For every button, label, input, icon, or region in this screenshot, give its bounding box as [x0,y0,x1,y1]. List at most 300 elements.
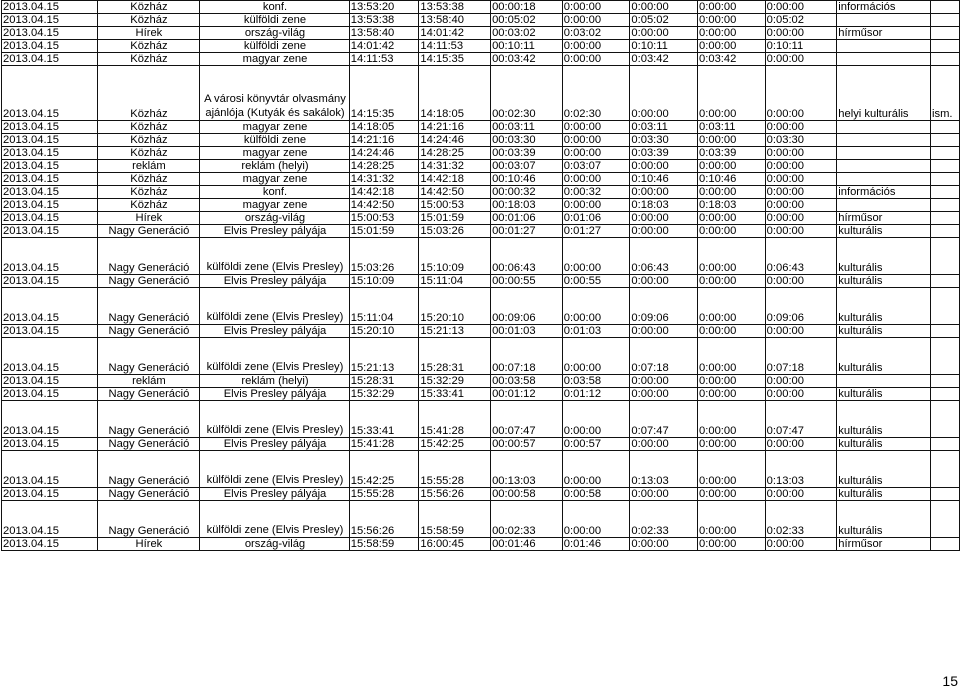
cell-duration: 00:01:27 [491,225,563,238]
cell-spoken-time: 0:00:00 [562,199,630,212]
cell-category: kulturális [837,388,931,401]
cell-program: Nagy Generáció [97,401,200,438]
cell-program: Nagy Generáció [97,451,200,488]
cell-music-time: 0:00:00 [630,160,698,173]
cell-duration: 00:02:30 [491,66,563,121]
cell-note [931,160,960,173]
cell-note [931,173,960,186]
cell-music-time: 0:00:00 [630,225,698,238]
cell-date: 2013.04.15 [2,40,98,53]
cell-date: 2013.04.15 [2,225,98,238]
table-row [2,438,960,451]
cell-hungarian-music-time: 0:03:11 [698,121,766,134]
cell-music-time: 0:10:11 [630,40,698,53]
cell-note [931,288,960,325]
cell-music-time: 0:06:43 [630,238,698,275]
cell-hungarian-music-time: 0:00:00 [698,451,766,488]
cell-end-time: 14:42:18 [419,173,491,186]
cell-note [931,275,960,288]
cell-category: információs [837,1,931,14]
cell-hungarian-music-time: 0:00:00 [698,66,766,121]
cell-program: Nagy Generáció [97,225,200,238]
cell-end-time: 14:11:53 [419,40,491,53]
cell-end-time: 14:24:46 [419,134,491,147]
cell-music-time: 0:00:00 [630,375,698,388]
cell-start-time: 15:00:53 [349,212,419,225]
cell-foreign-music-time: 0:00:00 [765,225,837,238]
table-row [2,325,960,338]
cell-content: ország-világ [200,538,349,551]
cell-content: konf. [200,186,349,199]
cell-hungarian-music-time: 0:00:00 [698,325,766,338]
cell-start-time: 14:28:25 [349,160,419,173]
cell-date: 2013.04.15 [2,501,98,538]
table-row [2,538,960,551]
cell-program: Nagy Generáció [97,388,200,401]
cell-start-time: 15:55:28 [349,488,419,501]
table-row [2,14,960,27]
cell-category: kulturális [837,275,931,288]
cell-start-time: 14:15:35 [349,66,419,121]
cell-content: Elvis Presley pályája [200,225,349,238]
cell-music-time: 0:00:00 [630,27,698,40]
cell-content: konf. [200,1,349,14]
cell-note [931,53,960,66]
cell-category: kulturális [837,488,931,501]
table-row [2,388,960,401]
cell-content: magyar zene [200,147,349,160]
cell-duration: 00:00:32 [491,186,563,199]
cell-date: 2013.04.15 [2,147,98,160]
cell-music-time: 0:02:33 [630,501,698,538]
cell-spoken-time: 0:00:58 [562,488,630,501]
cell-content: ország-világ [200,212,349,225]
cell-content: külföldi zene [200,40,349,53]
cell-note [931,451,960,488]
cell-content: reklám (helyi) [200,160,349,173]
table-row [2,275,960,288]
cell-category [837,121,931,134]
cell-foreign-music-time: 0:09:06 [765,288,837,325]
cell-duration: 00:00:18 [491,1,563,14]
cell-date: 2013.04.15 [2,199,98,212]
cell-category [837,40,931,53]
cell-spoken-time: 0:03:02 [562,27,630,40]
cell-category: kulturális [837,225,931,238]
cell-duration: 00:10:46 [491,173,563,186]
cell-duration: 00:07:18 [491,338,563,375]
cell-date: 2013.04.15 [2,451,98,488]
cell-music-time: 0:03:42 [630,53,698,66]
cell-duration: 00:03:30 [491,134,563,147]
cell-date: 2013.04.15 [2,538,98,551]
cell-end-time: 15:03:26 [419,225,491,238]
cell-spoken-time: 0:03:07 [562,160,630,173]
cell-foreign-music-time: 0:00:00 [765,438,837,451]
cell-foreign-music-time: 0:05:02 [765,14,837,27]
cell-content: külföldi zene (Elvis Presley) [200,401,349,438]
cell-program: Közház [97,1,200,14]
cell-duration: 00:01:03 [491,325,563,338]
cell-spoken-time: 0:00:55 [562,275,630,288]
cell-foreign-music-time: 0:00:00 [765,1,837,14]
cell-duration: 00:01:06 [491,212,563,225]
cell-music-time: 0:03:11 [630,121,698,134]
cell-music-time: 0:00:00 [630,538,698,551]
cell-hungarian-music-time: 0:03:39 [698,147,766,160]
cell-spoken-time: 0:00:00 [562,1,630,14]
cell-date: 2013.04.15 [2,66,98,121]
cell-note [931,1,960,14]
cell-start-time: 14:11:53 [349,53,419,66]
cell-note [931,338,960,375]
cell-note [931,40,960,53]
cell-content: magyar zene [200,121,349,134]
cell-foreign-music-time: 0:00:00 [765,121,837,134]
table-row [2,338,960,375]
cell-hungarian-music-time: 0:00:00 [698,40,766,53]
cell-foreign-music-time: 0:00:00 [765,173,837,186]
cell-program: Hírek [97,27,200,40]
cell-program: Nagy Generáció [97,238,200,275]
cell-note [931,238,960,275]
cell-end-time: 15:00:53 [419,199,491,212]
cell-note [931,134,960,147]
cell-category: kulturális [837,401,931,438]
cell-content: Elvis Presley pályája [200,325,349,338]
cell-date: 2013.04.15 [2,438,98,451]
cell-end-time: 15:55:28 [419,451,491,488]
cell-content: A városi könyvtár olvasmány ajánlója (Kutyák és sakálok) [200,66,349,121]
cell-content: Elvis Presley pályája [200,438,349,451]
cell-duration: 00:13:03 [491,451,563,488]
cell-program: Nagy Generáció [97,488,200,501]
table-row [2,147,960,160]
cell-duration: 00:02:33 [491,501,563,538]
cell-duration: 00:09:06 [491,288,563,325]
cell-foreign-music-time: 0:00:00 [765,27,837,40]
cell-duration: 00:10:11 [491,40,563,53]
cell-program: Nagy Generáció [97,338,200,375]
cell-foreign-music-time: 0:00:00 [765,199,837,212]
cell-category: hírműsor [837,212,931,225]
cell-hungarian-music-time: 0:00:00 [698,238,766,275]
cell-program: Nagy Generáció [97,325,200,338]
cell-spoken-time: 0:02:30 [562,66,630,121]
table-row [2,451,960,488]
cell-spoken-time: 0:00:00 [562,401,630,438]
table-row [2,134,960,147]
cell-hungarian-music-time: 0:00:00 [698,401,766,438]
cell-program: Hírek [97,212,200,225]
cell-content: külföldi zene [200,14,349,27]
cell-start-time: 14:21:16 [349,134,419,147]
cell-start-time: 14:42:50 [349,199,419,212]
cell-note [931,27,960,40]
table-row [2,121,960,134]
cell-program: Nagy Generáció [97,288,200,325]
cell-category: kulturális [837,501,931,538]
cell-duration: 00:03:39 [491,147,563,160]
cell-note [931,388,960,401]
cell-music-time: 0:03:30 [630,134,698,147]
cell-duration: 00:18:03 [491,199,563,212]
cell-spoken-time: 0:01:03 [562,325,630,338]
table-row [2,66,960,121]
table-row [2,238,960,275]
cell-music-time: 0:00:00 [630,388,698,401]
cell-spoken-time: 0:00:00 [562,121,630,134]
cell-category: hírműsor [837,27,931,40]
cell-hungarian-music-time: 0:00:00 [698,1,766,14]
cell-end-time: 15:42:25 [419,438,491,451]
cell-foreign-music-time: 0:00:00 [765,147,837,160]
cell-foreign-music-time: 0:00:00 [765,488,837,501]
cell-date: 2013.04.15 [2,325,98,338]
cell-program: Közház [97,40,200,53]
cell-foreign-music-time: 0:00:00 [765,66,837,121]
cell-start-time: 14:18:05 [349,121,419,134]
cell-note [931,121,960,134]
cell-date: 2013.04.15 [2,186,98,199]
cell-content: magyar zene [200,53,349,66]
cell-category [837,160,931,173]
cell-start-time: 15:42:25 [349,451,419,488]
cell-category [837,375,931,388]
cell-foreign-music-time: 0:00:00 [765,325,837,338]
cell-program: reklám [97,375,200,388]
cell-hungarian-music-time: 0:00:00 [698,538,766,551]
cell-program: Közház [97,134,200,147]
cell-start-time: 14:42:18 [349,186,419,199]
cell-category: kulturális [837,325,931,338]
cell-end-time: 13:53:38 [419,1,491,14]
cell-category [837,134,931,147]
cell-content: Elvis Presley pályája [200,388,349,401]
cell-music-time: 0:00:00 [630,488,698,501]
cell-note [931,438,960,451]
cell-date: 2013.04.15 [2,401,98,438]
cell-note [931,147,960,160]
cell-content: magyar zene [200,173,349,186]
cell-duration: 00:00:55 [491,275,563,288]
cell-note [931,199,960,212]
cell-program: Közház [97,53,200,66]
cell-end-time: 14:31:32 [419,160,491,173]
cell-end-time: 15:01:59 [419,212,491,225]
cell-program: Közház [97,173,200,186]
cell-start-time: 15:28:31 [349,375,419,388]
cell-content: külföldi zene (Elvis Presley) [200,288,349,325]
cell-end-time: 15:56:26 [419,488,491,501]
cell-end-time: 14:21:16 [419,121,491,134]
cell-hungarian-music-time: 0:00:00 [698,14,766,27]
cell-content: Elvis Presley pályája [200,275,349,288]
cell-content: külföldi zene (Elvis Presley) [200,501,349,538]
cell-end-time: 14:15:35 [419,53,491,66]
cell-note: ism. [931,66,960,121]
cell-start-time: 13:53:20 [349,1,419,14]
cell-foreign-music-time: 0:10:11 [765,40,837,53]
cell-spoken-time: 0:01:12 [562,388,630,401]
cell-start-time: 15:33:41 [349,401,419,438]
cell-foreign-music-time: 0:00:00 [765,186,837,199]
cell-program: Közház [97,66,200,121]
cell-date: 2013.04.15 [2,488,98,501]
cell-spoken-time: 0:00:00 [562,147,630,160]
cell-note [931,538,960,551]
cell-spoken-time: 0:00:00 [562,14,630,27]
cell-category [837,14,931,27]
cell-program: Hírek [97,538,200,551]
cell-start-time: 14:24:46 [349,147,419,160]
cell-spoken-time: 0:00:00 [562,451,630,488]
cell-foreign-music-time: 0:00:00 [765,53,837,66]
cell-foreign-music-time: 0:07:18 [765,338,837,375]
cell-duration: 00:03:58 [491,375,563,388]
cell-date: 2013.04.15 [2,388,98,401]
cell-hungarian-music-time: 0:00:00 [698,212,766,225]
cell-date: 2013.04.15 [2,134,98,147]
table-row [2,225,960,238]
cell-spoken-time: 0:00:00 [562,238,630,275]
cell-duration: 00:03:07 [491,160,563,173]
cell-end-time: 15:21:13 [419,325,491,338]
cell-end-time: 14:18:05 [419,66,491,121]
cell-spoken-time: 0:00:00 [562,134,630,147]
cell-program: reklám [97,160,200,173]
cell-start-time: 14:31:32 [349,173,419,186]
cell-music-time: 0:00:00 [630,275,698,288]
table-row [2,375,960,388]
cell-music-time: 0:07:18 [630,338,698,375]
cell-hungarian-music-time: 0:00:00 [698,288,766,325]
cell-hungarian-music-time: 0:00:00 [698,388,766,401]
table-row [2,212,960,225]
cell-hungarian-music-time: 0:00:00 [698,338,766,375]
cell-note [931,375,960,388]
cell-date: 2013.04.15 [2,27,98,40]
cell-duration: 00:06:43 [491,238,563,275]
cell-hungarian-music-time: 0:00:00 [698,27,766,40]
cell-end-time: 15:41:28 [419,401,491,438]
cell-note [931,501,960,538]
cell-hungarian-music-time: 0:00:00 [698,438,766,451]
cell-category: kulturális [837,338,931,375]
table-row [2,199,960,212]
cell-category: hírműsor [837,538,931,551]
cell-start-time: 15:11:04 [349,288,419,325]
cell-start-time: 14:01:42 [349,40,419,53]
cell-program: Közház [97,147,200,160]
cell-music-time: 0:13:03 [630,451,698,488]
cell-spoken-time: 0:01:27 [562,225,630,238]
cell-hungarian-music-time: 0:00:00 [698,225,766,238]
cell-end-time: 15:11:04 [419,275,491,288]
cell-start-time: 15:21:13 [349,338,419,375]
cell-foreign-music-time: 0:00:00 [765,375,837,388]
table-row [2,186,960,199]
cell-date: 2013.04.15 [2,238,98,275]
cell-foreign-music-time: 0:02:33 [765,501,837,538]
cell-program: Nagy Generáció [97,501,200,538]
cell-spoken-time: 0:00:00 [562,40,630,53]
cell-end-time: 15:32:29 [419,375,491,388]
cell-start-time: 15:03:26 [349,238,419,275]
cell-date: 2013.04.15 [2,288,98,325]
cell-foreign-music-time: 0:00:00 [765,388,837,401]
cell-end-time: 15:28:31 [419,338,491,375]
cell-start-time: 15:58:59 [349,538,419,551]
cell-music-time: 0:00:00 [630,212,698,225]
cell-content: külföldi zene (Elvis Presley) [200,451,349,488]
cell-date: 2013.04.15 [2,375,98,388]
cell-content: külföldi zene (Elvis Presley) [200,238,349,275]
cell-end-time: 16:00:45 [419,538,491,551]
cell-end-time: 15:10:09 [419,238,491,275]
cell-note [931,14,960,27]
cell-content: külföldi zene [200,134,349,147]
cell-date: 2013.04.15 [2,212,98,225]
cell-start-time: 15:01:59 [349,225,419,238]
table-row [2,53,960,66]
cell-category [837,147,931,160]
table-row [2,401,960,438]
cell-music-time: 0:00:00 [630,186,698,199]
cell-end-time: 14:42:50 [419,186,491,199]
cell-end-time: 13:58:40 [419,14,491,27]
cell-date: 2013.04.15 [2,338,98,375]
cell-spoken-time: 0:00:00 [562,53,630,66]
cell-spoken-time: 0:00:00 [562,501,630,538]
broadcast-log-table [1,0,960,551]
cell-duration: 00:05:02 [491,14,563,27]
cell-spoken-time: 0:01:46 [562,538,630,551]
cell-foreign-music-time: 0:07:47 [765,401,837,438]
cell-hungarian-music-time: 0:00:00 [698,134,766,147]
cell-date: 2013.04.15 [2,275,98,288]
cell-category: helyi kulturális [837,66,931,121]
cell-foreign-music-time: 0:00:00 [765,275,837,288]
cell-content: külföldi zene (Elvis Presley) [200,338,349,375]
cell-foreign-music-time: 0:00:00 [765,538,837,551]
cell-category: kulturális [837,288,931,325]
cell-spoken-time: 0:00:00 [562,338,630,375]
table-row [2,40,960,53]
cell-foreign-music-time: 0:13:03 [765,451,837,488]
cell-date: 2013.04.15 [2,173,98,186]
cell-foreign-music-time: 0:00:00 [765,160,837,173]
cell-category: információs [837,186,931,199]
cell-program: Közház [97,121,200,134]
cell-music-time: 0:00:00 [630,325,698,338]
cell-category [837,173,931,186]
cell-content: ország-világ [200,27,349,40]
cell-date: 2013.04.15 [2,1,98,14]
page-number: 15 [942,673,958,689]
cell-music-time: 0:03:39 [630,147,698,160]
cell-date: 2013.04.15 [2,53,98,66]
cell-program: Közház [97,186,200,199]
cell-start-time: 13:58:40 [349,27,419,40]
cell-hungarian-music-time: 0:00:00 [698,275,766,288]
cell-start-time: 15:10:09 [349,275,419,288]
cell-category: kulturális [837,438,931,451]
cell-music-time: 0:00:00 [630,1,698,14]
cell-start-time: 13:53:38 [349,14,419,27]
cell-end-time: 15:33:41 [419,388,491,401]
cell-category [837,53,931,66]
